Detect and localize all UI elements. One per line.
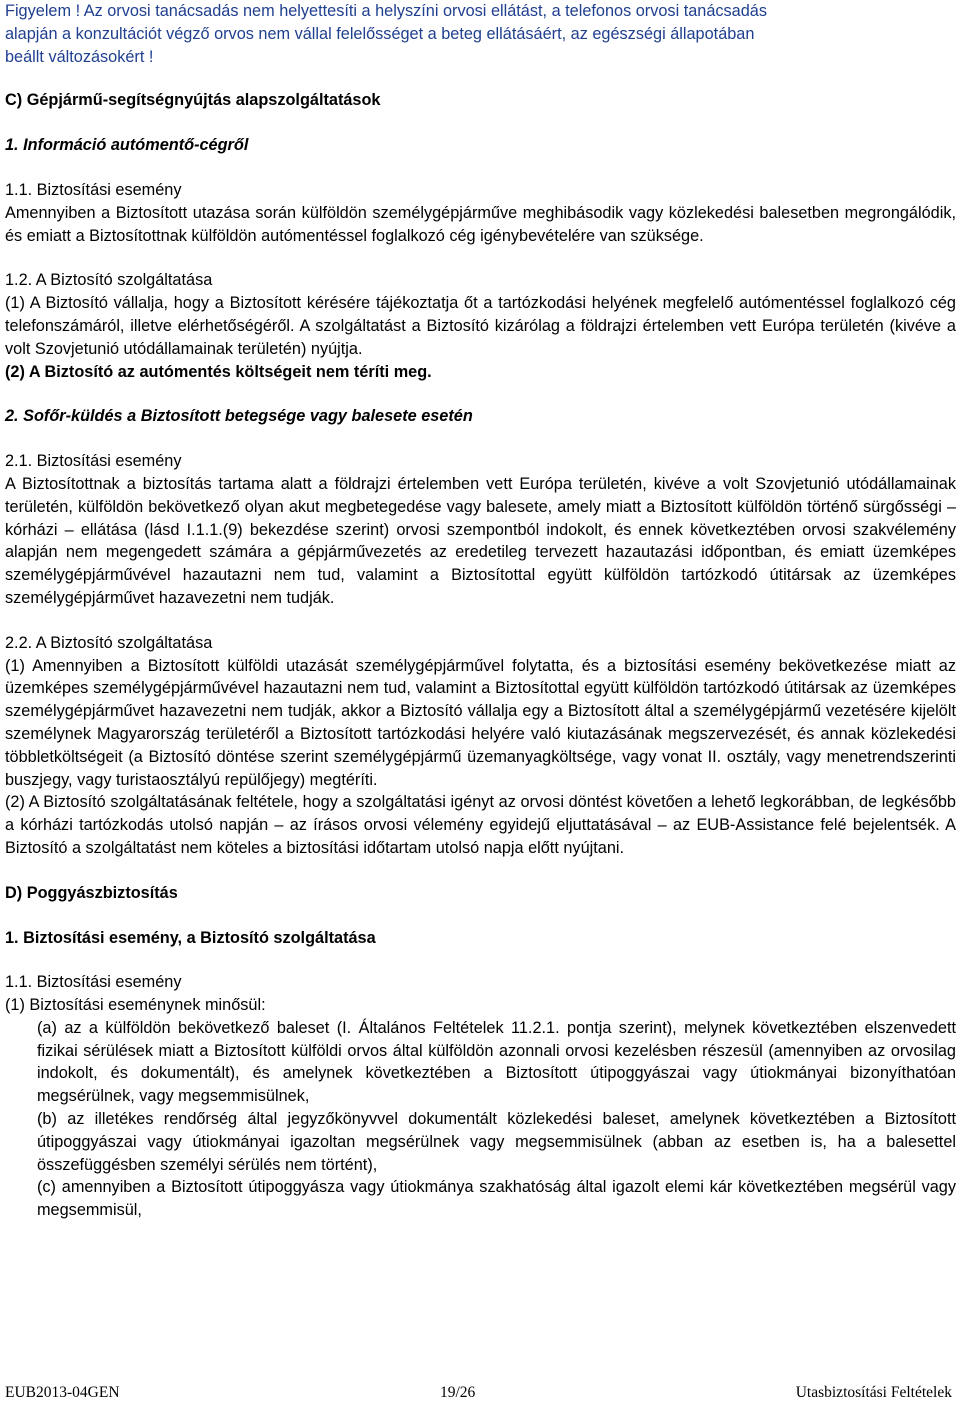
warning-line-3: beállt változásokért ! <box>5 47 154 66</box>
section-c-2-1-title: 2.1. Biztosítási esemény <box>5 452 182 471</box>
section-c-1-2-text: (1) A Biztosító vállalja, hogy a Biztosított kérésére tájékoztatja őt a tartózkodási helyének megfelelő autómentéssel foglalkozó cég telefonszámáról, illetve elérhetőségéről. A szolgáltatást a Biztosító kizárólag a földrajzi értelemben vett Európa területén (kivéve a volt Szovjetunió utódállamainak területén) nyújtja. <box>5 294 956 358</box>
footer-page-number: 19/26 <box>439 1384 476 1401</box>
warning-text <box>5 0 956 68</box>
section-d-sub1-title: 1. Biztosítási esemény, a Biztosító szolgáltatása <box>5 928 376 947</box>
warning-line-1: Figyelem ! Az orvosi tanácsadás nem helyettesíti a helyszíni orvosi ellátást, a telefonos orvosi tanácsadás <box>5 2 767 20</box>
section-c-2-2-p2: (2) A Biztosító szolgáltatásának feltétele, hogy a szolgáltatási igényt az orvosi döntést követően a lehető legkorábban, de legkésőbb a kórházi tartózkodás utolsó napján – az írásos orvosi vélemény egyidejű eljuttatásával – az EUB-Assistance felé bejelentsék. A Biztosító a szolgáltatást nem köteles a biztosítási időtartam utolsó napja előtt nyújtani. <box>5 793 956 857</box>
warning-line-2: alapján a konzultációt végző orvos nem vállal felelősséget a beteg ellátásáért, az egészségi állapotában <box>5 24 755 43</box>
section-c-sub1-title: 1. Információ autómentő-cégről <box>5 136 249 155</box>
section-d-title: D) Poggyászbiztosítás <box>5 883 178 902</box>
page-footer <box>5 1382 952 1405</box>
section-d-item-a: (a) az a külföldön bekövetkező baleset (I. Általános Feltételek 11.2.1. pontja szerint), melynek következtében elszenvedett fizikai sérülések miatt a Biztosított külföldi orvos által külföldön azonnali orvosi kezelésben részesül (amennyiben az orvosilag indokolt, és dokumentált), és amelynek következtében a Biztosított útipoggyászai vagy útiokmányai bizonyíthatóan megsérülnek, vagy megsemmisülnek, <box>37 1018 956 1106</box>
section-c-2-2-title: 2.2. A Biztosító szolgáltatása <box>5 633 213 652</box>
section-c-2-2-p1: (1) Amennyiben a Biztosított külföldi utazását személygépjárművel folytatta, és a biztosítási esemény bekövetkezése miatt az üzemképes személygépjárművével hazautazni nem tud, valamint a Biztosítottal együtt külföldön tartózkodó útitársak az üzemképes személygépjárművet hazavezetni nem tudják, akkor a Biztosító vállalja egy a Biztosított által a személygépjármű vezetésére kijelölt személynek Magyarország területéről a Biztosított tartózkodási helyére való kiutazásának megszervezését, és annak közlekedési többletköltségeit (a Biztosító döntése szerint személygépjármű üzemanyagköltsége, vagy vonat II. osztály, vagy menetrendszerinti buszjegy, vagy turistaosztályú repülőjegy) megtéríti. <box>5 656 956 789</box>
section-c-1-2-title: 1.2. A Biztosító szolgáltatása <box>5 271 213 290</box>
document-page <box>5 0 956 1222</box>
section-c-1-1-text: Amennyiben a Biztosított utazása során külföldön személygépjárműve meghibásodik vagy közlekedési balesetben megrongálódik, és emiatt a Biztosítottnak külföldön autómentéssel foglalkozó cég igénybevételére van szüksége. <box>5 203 956 245</box>
section-c-1-1-title: 1.1. Biztosítási esemény <box>5 180 182 199</box>
section-c-1-2-bold: (2) A Biztosító az autómentés költségeit nem téríti meg. <box>5 362 432 381</box>
section-c-sub2-title: 2. Sofőr-küldés a Biztosított betegsége vagy balesete esetén <box>5 407 473 426</box>
section-d-item-b: (b) az illetékes rendőrség által jegyzőkönyvvel dokumentált közlekedési baleset, amelynek következtében a Biztosított útipoggyászai vagy útiokmányai igazoltan megsérülnek vagy megsemmisülnek (abban az esetben is, ha a balesettel összefüggésben személyi sérülés nem történt), <box>37 1110 956 1174</box>
footer-title: Utasbiztosítási Feltételek <box>795 1384 952 1401</box>
section-d-item-c: (c) amennyiben a Biztosított útipoggyásza vagy útiokmánya szakhatóság által igazolt elemi kár következtében megsérül vagy megsemmisül, <box>37 1178 956 1220</box>
section-c-2-1-text: A Biztosítottnak a biztosítás tartama alatt a földrajzi értelemben vett Európa területén, kivéve a volt Szovjetunió utódállamainak területén, külföldön bekövetkező olyan akut megbetegedése vagy balesete, amely miatt a Biztosított külföldön történő sürgősségi – kórházi – ellátása (lásd I.1.1.(9) bekezdése szerint) orvosi szempontból indokolt, és ennek következtében orvosi szakvélemény alapján nem megengedett számára a gépjárművezetés az eredetileg tervezett hazautazási időpontban, és emiatt üzemképes személygépjárművével hazautazni nem tud, valamint a Biztosítottal együtt külföldön tartózkodó útitársak az üzemképes személygépjárművet hazavezetni nem tudják. <box>5 474 956 607</box>
section-d-1-1-intro: (1) Biztosítási eseménynek minősül: <box>5 996 266 1015</box>
section-c-title: C) Gépjármű-segítségnyújtás alapszolgáltatások <box>5 91 381 110</box>
footer-code: EUB2013-04GEN <box>5 1384 120 1401</box>
section-d-1-1-title: 1.1. Biztosítási esemény <box>5 973 182 992</box>
